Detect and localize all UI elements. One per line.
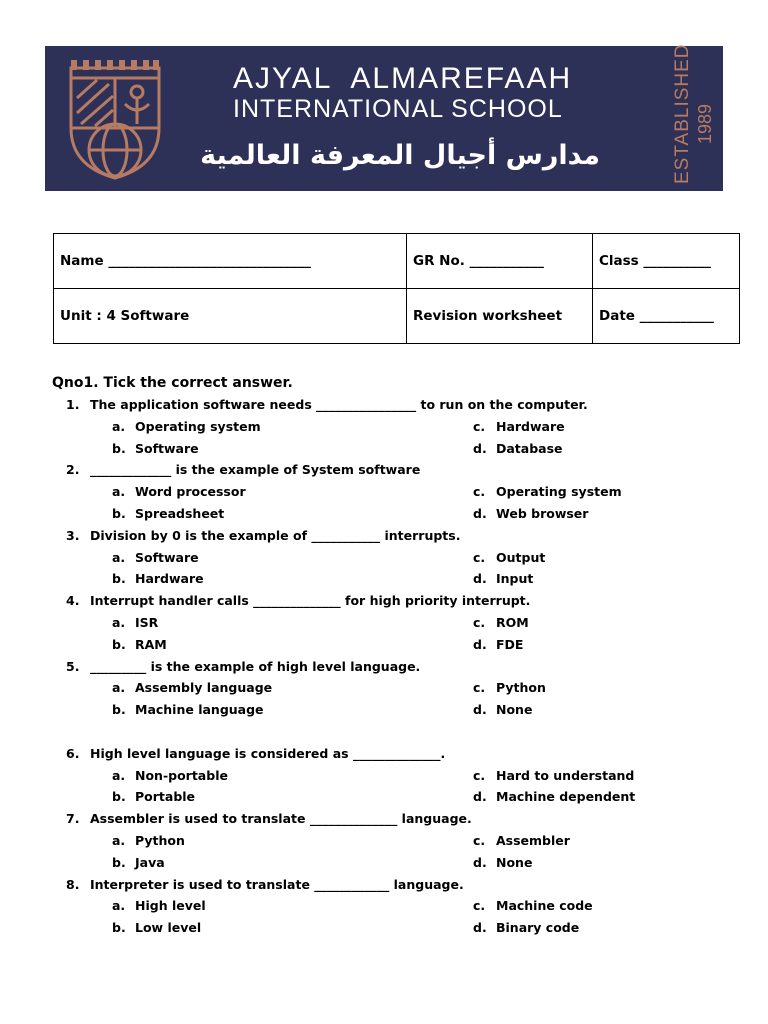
option-letter: b. (112, 636, 126, 652)
question-text: High level language is considered as ______________. (90, 745, 446, 761)
option-text: Operating system (135, 418, 261, 434)
question-text: _________ is the example of high level language. (90, 658, 421, 674)
option-text: Input (496, 571, 534, 587)
school-name-arabic: مدارس أجيال المعرفة العالمية (200, 140, 600, 171)
question-text: The application software needs ________________ to run on the computer. (90, 397, 588, 412)
option-text: Hardware (496, 418, 565, 434)
option-text: Software (135, 440, 199, 456)
option-text: Binary code (496, 920, 580, 936)
question-list (52, 394, 742, 939)
option-text: Hardware (135, 571, 204, 587)
question-text: Interrupt handler calls ______________ for high priority interrupt. (90, 593, 531, 609)
option-letter: d. (473, 920, 487, 936)
class-field[interactable]: Class __________ (593, 234, 740, 289)
name-field[interactable]: Name ______________________________ (54, 234, 407, 289)
gr-no-field[interactable]: GR No. ___________ (407, 234, 593, 289)
option-text: Python (135, 832, 185, 848)
question-number: 2. (66, 462, 80, 478)
question-section (52, 372, 742, 939)
option-row (52, 699, 742, 721)
school-banner (45, 43, 723, 191)
question-text: _____________ is the example of System software (90, 462, 421, 478)
option-text: None (496, 702, 533, 718)
question-item (52, 808, 742, 830)
option-letter: d. (473, 505, 487, 521)
unit-label: Unit : 4 Software (54, 289, 407, 344)
spacer (52, 721, 742, 743)
option-letter: c. (473, 614, 486, 630)
option-text: Software (135, 549, 199, 565)
option-text: RAM (135, 636, 167, 652)
option-text: Java (135, 854, 165, 870)
option-letter: a. (112, 549, 126, 565)
question-item (52, 525, 742, 547)
established-label: ESTABLISHED (672, 43, 693, 184)
school-name-line1: AJYAL ALMAREFAAH (233, 62, 573, 95)
option-text: Word processor (135, 484, 246, 500)
option-row (52, 765, 742, 787)
section-heading: Qno1. Tick the correct answer. (52, 375, 293, 391)
option-text: Portable (135, 789, 196, 805)
option-letter: a. (112, 614, 126, 630)
student-info-table (53, 233, 740, 344)
school-name-line2: INTERNATIONAL SCHOOL (233, 95, 563, 123)
option-row (52, 677, 742, 699)
option-letter: d. (473, 636, 487, 652)
question-number: 3. (66, 527, 80, 543)
option-text: Database (496, 440, 563, 456)
option-letter: b. (112, 920, 126, 936)
established-year: 1989 (695, 103, 715, 144)
option-row (52, 481, 742, 503)
question-item (52, 743, 742, 765)
option-letter: a. (112, 680, 126, 696)
question-number: 6. (66, 745, 80, 761)
option-text: Operating system (496, 484, 622, 500)
option-letter: d. (473, 440, 487, 456)
option-letter: a. (112, 832, 126, 848)
worksheet-label: Revision worksheet (407, 289, 593, 344)
option-letter: a. (112, 418, 126, 434)
option-text: ISR (135, 614, 159, 630)
option-letter: d. (473, 571, 487, 587)
option-letter: c. (473, 767, 486, 783)
option-row (52, 438, 742, 460)
question-item (52, 459, 742, 481)
option-letter: c. (473, 832, 486, 848)
option-letter: d. (473, 854, 487, 870)
option-text: Non-portable (135, 767, 228, 783)
school-crest-logo (67, 58, 163, 180)
option-letter: b. (112, 505, 126, 521)
option-text: Output (496, 549, 546, 565)
option-text: Python (496, 680, 546, 696)
option-text: Spreadsheet (135, 505, 225, 521)
option-text: High level (135, 898, 206, 914)
option-row (52, 786, 742, 808)
option-row (52, 568, 742, 590)
question-number: 7. (66, 811, 80, 827)
question-item (52, 656, 742, 678)
option-letter: c. (473, 484, 486, 500)
option-letter: c. (473, 549, 486, 565)
option-letter: b. (112, 571, 126, 587)
option-text: Machine dependent (496, 789, 636, 805)
option-letter: c. (473, 680, 486, 696)
option-letter: c. (473, 898, 486, 914)
option-letter: c. (473, 418, 486, 434)
question-number: 1. (66, 397, 80, 412)
option-letter: a. (112, 898, 126, 914)
option-row (52, 416, 742, 438)
option-letter: a. (112, 767, 126, 783)
option-row (52, 917, 742, 939)
option-row (52, 895, 742, 917)
option-letter: a. (112, 484, 126, 500)
option-row (52, 503, 742, 525)
option-letter: b. (112, 702, 126, 718)
question-item (52, 394, 742, 416)
question-item (52, 590, 742, 612)
option-text: Hard to understand (496, 767, 635, 783)
question-number: 5. (66, 658, 80, 674)
option-text: Machine code (496, 898, 593, 914)
question-number: 4. (66, 593, 80, 609)
option-letter: d. (473, 789, 487, 805)
question-item (52, 874, 742, 896)
option-text: FDE (496, 636, 524, 652)
option-text: None (496, 854, 533, 870)
option-row (52, 830, 742, 852)
question-number: 8. (66, 876, 80, 892)
option-text: Low level (135, 920, 202, 936)
question-text: Division by 0 is the example of ___________ interrupts. (90, 527, 461, 543)
question-text: Interpreter is used to translate ____________ language. (90, 876, 464, 892)
option-letter: b. (112, 440, 126, 456)
option-letter: b. (112, 854, 126, 870)
established-badge (669, 43, 719, 184)
option-text: Web browser (496, 505, 589, 521)
option-letter: b. (112, 789, 126, 805)
option-row (52, 852, 742, 874)
option-text: Assembler (496, 832, 570, 848)
option-text: Machine language (135, 702, 264, 718)
question-text: Assembler is used to translate ______________ language. (90, 811, 472, 827)
option-row (52, 612, 742, 634)
option-text: Assembly language (135, 680, 273, 696)
option-text: ROM (496, 614, 529, 630)
option-row (52, 547, 742, 569)
option-letter: d. (473, 702, 487, 718)
option-row (52, 634, 742, 656)
date-field[interactable]: Date ___________ (593, 289, 740, 344)
